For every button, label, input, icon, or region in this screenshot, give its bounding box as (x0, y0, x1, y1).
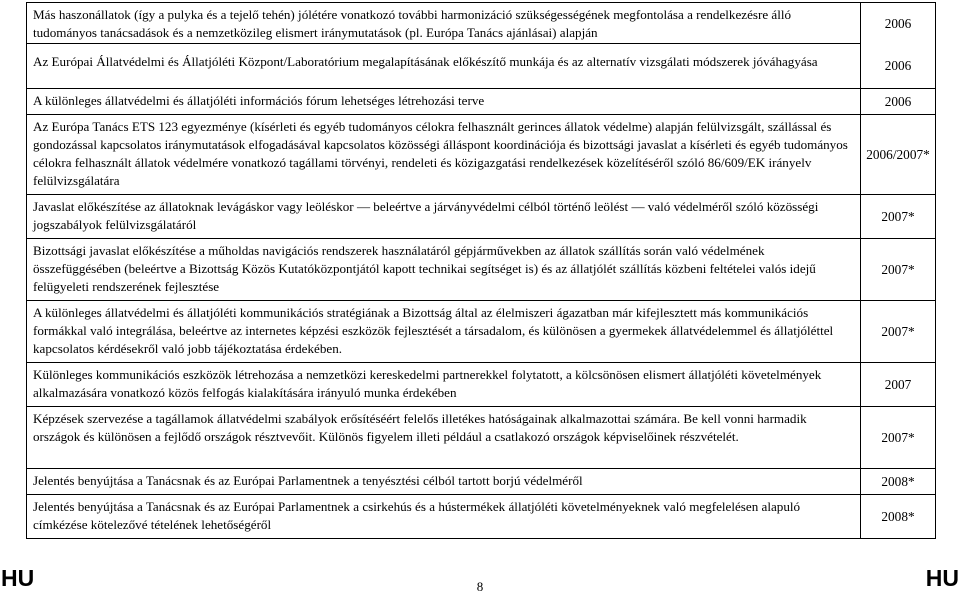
year-text: 2007* (861, 301, 936, 363)
page-number: 8 (476, 579, 484, 594)
table-row (27, 495, 936, 539)
table-row (27, 239, 936, 301)
table-row (27, 115, 936, 195)
year-text: 2008* (861, 495, 936, 539)
measure-text: Jelentés benyújtása a Tanácsnak és az Európai Parlamentnek a tenyésztési célból tartott borjú védelméről (27, 469, 861, 495)
year-text: 2006 (884, 15, 912, 31)
year-text: 2008* (861, 469, 936, 495)
year-text: 2006/2007* (861, 115, 936, 195)
footer-language-right: HU (925, 565, 959, 591)
year-text: 2007 (861, 363, 936, 407)
table-row (27, 469, 936, 495)
measure-text: Az Európai Állatvédelmi és Állatjóléti Központ/Laboratórium megalapításának előkészítő munkája és az alternatív vizsgálati módszerek jóváhagyása (27, 43, 860, 88)
footer-language-left: HU (1, 565, 35, 591)
table-row (27, 301, 936, 363)
year-text: 2007* (861, 407, 936, 469)
measure-text: A különleges állatvédelmi és állatjóléti információs fórum lehetséges létrehozási terve (27, 89, 861, 115)
year-text: 2007* (861, 195, 936, 239)
table-row (27, 195, 936, 239)
work-programme-table (26, 2, 936, 539)
measure-text: Bizottsági javaslat előkészítése a műholdas navigációs rendszerek használatáról gépjárművekben az állatok szállítás során való védelmének összefüggésében (beleértve a Bizottság Közös Kutatóközpontjától kapott technikai segítséget is) és az állatjólét szállítás közbeni feltételei valós idejű felügyeleti rendszerének fejlesztése (27, 239, 861, 301)
measure-text: A különleges állatvédelmi és állatjóléti kommunikációs stratégiának a Bizottság által az élelmiszeri ágazatban már kifejlesztett más kommunikációs formákkal való integrálása, beleértve az internetes képzési eszközök fejlesztését a társadalom, és különösen a gyermekek állatvédelemmel és állatjóléttel kapcsolatos kérdésekről való jobb tájékoztatása érdekében. (27, 301, 861, 363)
year-cell (861, 3, 936, 89)
year-text: 2006 (884, 57, 912, 73)
measure-text: Javaslat előkészítése az állatoknak levágáskor vagy leöléskor — beleértve a járványvédelmi célból történő leölést — való védelméről szóló közösségi jogszabályok felülvizsgálatáról (27, 195, 861, 239)
measure-text: Más haszonállatok (így a pulyka és a tejelő tehén) jólétére vonatkozó további harmonizáció szükségességének megfontolása a rendelkezésre álló tudományos tanácsadások és a nemzetközileg elismert iránymutatások (pl. Európa Tanács ajánlásai) alapján (33, 7, 792, 40)
table-row (27, 89, 936, 115)
measure-text: Az Európa Tanács ETS 123 egyezménye (kísérleti és egyéb tudományos célokra felhasznált gerinces állatok védelme) alapján felülvizsgált, szállással és gondozással kapcsolatos iránymutatások elfogadásával kapcsolatos közösségi álláspont koordinációja és bizottsági javaslat a kísérleti és egyéb tudományos célokra felhasznált állatok védelmére vonatkozó tagállami törvényi, rendeleti és közigazgatási rendelkezések közelítéséről szóló 86/609/EK irányelv felülvizsgálatára (27, 115, 861, 195)
measure-text: Különleges kommunikációs eszközök létrehozása a nemzetközi kereskedelmi partnerekkel folytatott, a kölcsönösen elismert állatjóléti követelmények alkalmazására vonatkozó közös felfogás kialakítására irányuló munka érdekében (27, 363, 861, 407)
measure-text: Képzések szervezése a tagállamok állatvédelmi szabályok erősítéséért felelős illetékes hatóságainak alkalmazottai számára. Be kell vonni harmadik országok és különösen a fejlődő országok résztvevőit. Különös figyelem illeti például a csatlakozó országok képviselőinek részvételét. (27, 407, 861, 469)
year-text: 2006 (861, 89, 936, 115)
table-row (27, 3, 936, 89)
measure-text: Jelentés benyújtása a Tanácsnak és az Európai Parlamentnek a csirkehús és a hústermékek állatjóléti követelményeknek való megfelelésen alapuló címkézése kötelezővé tételének lehetőségéről (27, 495, 861, 539)
measure-cell (27, 3, 861, 89)
year-text: 2007* (861, 239, 936, 301)
table-row (27, 407, 936, 469)
table-row (27, 363, 936, 407)
